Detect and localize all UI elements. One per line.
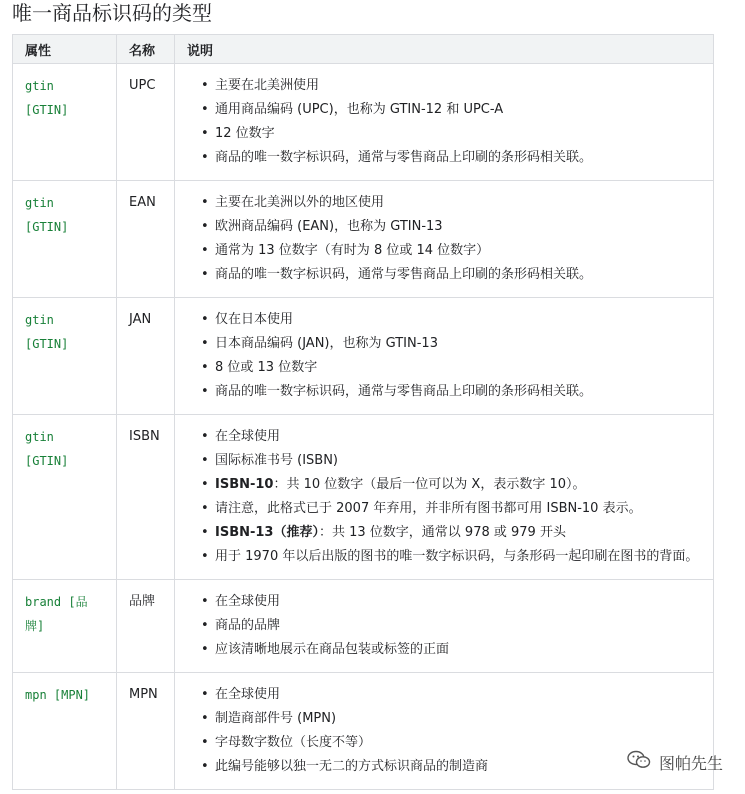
item-text: 主要在北美洲使用 xyxy=(215,78,320,93)
list-item xyxy=(203,545,701,569)
item-text: 商品的唯一数字标识码，通常与零售商品上印刷的条形码相关联。 xyxy=(215,267,593,282)
item-text: 商品的唯一数字标识码，通常与零售商品上印刷的条形码相关联。 xyxy=(215,384,593,399)
list-item xyxy=(203,590,701,614)
bold-lead: ISBN-13（推荐） xyxy=(215,525,319,540)
list-item xyxy=(203,497,701,521)
identifier-table xyxy=(12,34,714,790)
item-text: 仅在日本使用 xyxy=(215,312,294,327)
description-list xyxy=(187,590,701,662)
list-item xyxy=(203,425,701,449)
list-item xyxy=(203,308,701,332)
list-item xyxy=(203,98,701,122)
list-item xyxy=(203,263,701,287)
list-item xyxy=(203,146,701,170)
description-list xyxy=(187,74,701,170)
page-title: 唯一商品标识码的类型 xyxy=(12,1,212,25)
attribute-cell: gtin [GTIN] xyxy=(13,415,117,580)
item-text: 用于 1970 年以后出版的图书的唯一数字标识码，与条形码一起印刷在图书的背面。 xyxy=(215,549,699,564)
list-item xyxy=(203,74,701,98)
table-row xyxy=(13,580,714,673)
list-item xyxy=(203,614,701,638)
item-text: 此编号能够以独一无二的方式标识商品的制造商 xyxy=(215,759,489,774)
attribute-cell: mpn [MPN] xyxy=(13,673,117,790)
item-text: 通常为 13 位数字（有时为 8 位或 14 位数字） xyxy=(215,243,490,258)
item-text: 欧洲商品编码 (EAN)，也称为 GTIN-13 xyxy=(215,219,443,234)
table-row xyxy=(13,64,714,181)
list-item xyxy=(203,356,701,380)
name-cell: ISBN xyxy=(117,415,175,580)
item-text: 商品的唯一数字标识码，通常与零售商品上印刷的条形码相关联。 xyxy=(215,150,593,165)
wechat-icon xyxy=(627,750,651,774)
name-cell: MPN xyxy=(117,673,175,790)
item-text: 应该清晰地展示在商品包装或标签的正面 xyxy=(215,642,450,657)
item-text: 在全球使用 xyxy=(215,687,281,702)
list-item xyxy=(203,449,701,473)
table-row xyxy=(13,181,714,298)
description-list xyxy=(187,308,701,404)
item-text: 8 位或 13 位数字 xyxy=(215,360,318,375)
item-text: ：共 10 位数字（最后一位可以为 X，表示数字 10）。 xyxy=(273,477,586,492)
attribute-cell: brand [品牌] xyxy=(13,580,117,673)
table-row xyxy=(13,298,714,415)
description-list xyxy=(187,683,701,779)
list-item xyxy=(203,215,701,239)
item-text: 通用商品编码 (UPC)，也称为 GTIN-12 和 UPC-A xyxy=(215,102,504,117)
list-item xyxy=(203,473,701,497)
description-cell xyxy=(175,580,714,673)
table-row xyxy=(13,415,714,580)
table-row xyxy=(13,673,714,790)
item-text: 主要在北美洲以外的地区使用 xyxy=(215,195,385,210)
item-text: 12 位数字 xyxy=(215,126,275,141)
description-cell xyxy=(175,64,714,181)
list-item xyxy=(203,191,701,215)
item-text: 字母数字数位（长度不等） xyxy=(215,735,372,750)
list-item xyxy=(203,122,701,146)
header-name: 名称 xyxy=(117,35,175,64)
name-cell: JAN xyxy=(117,298,175,415)
list-item xyxy=(203,707,701,731)
item-text: 请注意，此格式已于 2007 年弃用，并非所有图书都可用 ISBN-10 表示。 xyxy=(215,501,642,516)
watermark xyxy=(627,750,723,774)
header-description: 说明 xyxy=(175,35,714,64)
item-text: 国际标准书号 (ISBN) xyxy=(215,453,339,468)
item-text: 在全球使用 xyxy=(215,594,281,609)
name-cell: EAN xyxy=(117,181,175,298)
item-text: 商品的品牌 xyxy=(215,618,281,633)
item-text: 在全球使用 xyxy=(215,429,281,444)
list-item xyxy=(203,521,701,545)
description-list xyxy=(187,191,701,287)
description-cell xyxy=(175,298,714,415)
list-item xyxy=(203,332,701,356)
attribute-cell: gtin [GTIN] xyxy=(13,181,117,298)
description-cell xyxy=(175,415,714,580)
attribute-cell: gtin [GTIN] xyxy=(13,64,117,181)
header-attribute: 属性 xyxy=(13,35,117,64)
watermark-text: 图帕先生 xyxy=(658,753,723,773)
name-cell: UPC xyxy=(117,64,175,181)
item-text: 制造商部件号 (MPN) xyxy=(215,711,337,726)
list-item xyxy=(203,638,701,662)
table-header-row xyxy=(13,35,714,64)
list-item xyxy=(203,380,701,404)
name-cell: 品牌 xyxy=(117,580,175,673)
list-item xyxy=(203,683,701,707)
description-list xyxy=(187,425,701,569)
item-text: ：共 13 位数字，通常以 978 或 979 开头 xyxy=(318,525,566,540)
list-item xyxy=(203,239,701,263)
attribute-cell: gtin [GTIN] xyxy=(13,298,117,415)
bold-lead: ISBN-10 xyxy=(215,477,274,492)
description-cell xyxy=(175,181,714,298)
item-text: 日本商品编码 (JAN)，也称为 GTIN-13 xyxy=(215,336,438,351)
